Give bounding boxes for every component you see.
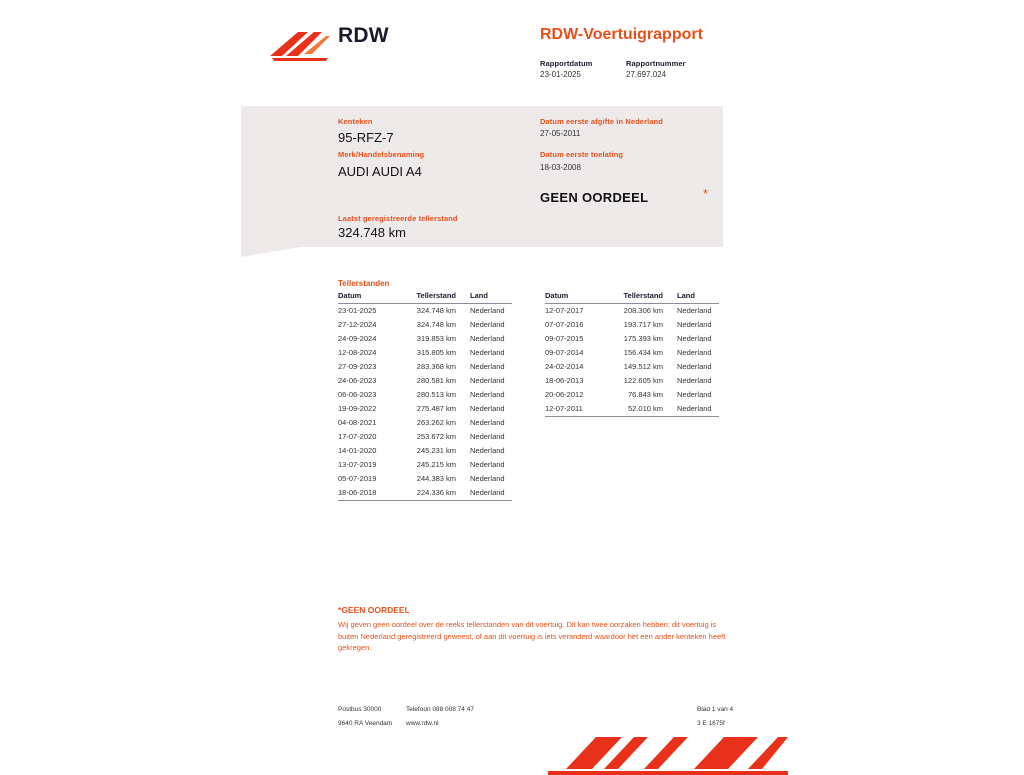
table-row	[545, 402, 719, 417]
cell-datum: 14-01-2020	[338, 446, 377, 455]
cell-land: Nederland	[470, 376, 505, 385]
eerste-afgifte-label: Datum eerste afgifte in Nederland	[540, 117, 663, 126]
cell-datum: 27-12-2024	[338, 320, 377, 329]
cell-land: Nederland	[470, 334, 505, 343]
footnote-body: Wij geven geen oordeel over de reeks tellerstanden van dit voertuig. Dit kan twee oorzaken hebben: dit voertuig is buiten Nederland geregistreerd geweest, of aan dit voertuig is iets veranderd waardoor het een ander kenteken heeft gekregen.	[338, 620, 726, 652]
tellerstand-label: Laatst geregistreerde tellerstand	[338, 214, 458, 223]
cell-tellerstand: 275.487 km	[416, 404, 456, 413]
rdw-logo-icon	[268, 28, 332, 62]
cell-land: Nederland	[677, 306, 712, 315]
report-meta	[540, 58, 688, 81]
cell-land: Nederland	[677, 320, 712, 329]
cell-land: Nederland	[470, 306, 505, 315]
cell-datum: 13-07-2019	[338, 460, 377, 469]
table-row	[545, 304, 719, 319]
table-row	[338, 346, 512, 360]
verdict-star-marker: *	[703, 186, 709, 201]
cell-tellerstand: 175.393 km	[623, 334, 663, 343]
cell-datum: 12-07-2017	[545, 306, 584, 315]
cell-datum: 27-09-2023	[338, 362, 377, 371]
cell-datum: 18-06-2013	[545, 376, 584, 385]
cell-datum: 23-01-2025	[338, 306, 377, 315]
footer-address-line2: 9640 RA Veendam	[338, 720, 393, 727]
meta-report-date-label: Rapportdatum	[540, 59, 593, 68]
cell-datum: 17-07-2020	[338, 432, 377, 441]
verdict-text: GEEN OORDEEL	[540, 190, 649, 205]
column-header-tellerstand: Tellerstand	[396, 291, 458, 304]
cell-land: Nederland	[677, 390, 712, 399]
cell-datum: 18-06-2018	[338, 486, 396, 501]
cell-datum: 05-07-2019	[338, 474, 377, 483]
merk-value: AUDI AUDI A4	[338, 164, 422, 179]
meta-report-date-value: 23-01-2025	[540, 70, 581, 79]
cell-datum: 04-08-2021	[338, 418, 377, 427]
footer-phone: Telefoon 088 008 74 47	[406, 706, 474, 713]
footnote-star-marker: *	[338, 605, 342, 615]
column-header-datum: Datum	[545, 291, 603, 304]
table-row	[338, 332, 512, 346]
meta-report-number-label: Rapportnummer	[626, 59, 686, 68]
kenteken-value: 95-RFZ-7	[338, 130, 394, 145]
cell-tellerstand: 245.215 km	[416, 460, 456, 469]
footer-decorative-graphic	[548, 735, 788, 775]
cell-tellerstand: 149.512 km	[623, 362, 663, 371]
cell-tellerstand: 324.748 km	[416, 306, 456, 315]
table-row	[338, 458, 512, 472]
cell-datum: 20-06-2012	[545, 390, 584, 399]
cell-land: Nederland	[470, 446, 505, 455]
cell-tellerstand: 283.368 km	[416, 362, 456, 371]
cell-land: Nederland	[470, 474, 505, 483]
cell-datum: 07-07-2016	[545, 320, 584, 329]
footnote-block	[338, 605, 730, 654]
cell-land: Nederland	[665, 402, 719, 417]
cell-land: Nederland	[470, 418, 505, 427]
merk-label: Merk/Handelsbenaming	[338, 150, 425, 159]
table-row	[338, 402, 512, 416]
table-row	[338, 374, 512, 388]
cell-tellerstand: 76.843 km	[627, 390, 663, 399]
cell-tellerstand: 244.383 km	[416, 474, 456, 483]
cell-tellerstand: 324.748 km	[416, 320, 456, 329]
cell-land: Nederland	[470, 362, 505, 371]
table-row	[545, 346, 719, 360]
cell-land: Nederland	[458, 486, 512, 501]
cell-datum: 09-07-2014	[545, 348, 584, 357]
cell-tellerstand: 208.306 km	[623, 306, 663, 315]
brand-name: RDW	[338, 24, 389, 47]
table-row	[545, 374, 719, 388]
mileage-left-body	[338, 304, 512, 501]
cell-datum: 24-06-2023	[338, 376, 377, 385]
table-row	[545, 332, 719, 346]
cell-land: Nederland	[470, 460, 505, 469]
table-row	[338, 444, 512, 458]
cell-tellerstand: 280.581 km	[416, 376, 456, 385]
kenteken-label: Kenteken	[338, 117, 373, 126]
cell-land: Nederland	[677, 362, 712, 371]
table-header-row	[545, 291, 719, 304]
cell-tellerstand: 319.853 km	[416, 334, 456, 343]
table-row	[338, 472, 512, 486]
mileage-table-left	[338, 291, 512, 501]
table-row	[338, 360, 512, 374]
cell-tellerstand: 280.513 km	[416, 390, 456, 399]
cell-datum: 12-07-2011	[545, 402, 603, 417]
cell-tellerstand: 315.805 km	[416, 348, 456, 357]
column-header-land: Land	[458, 291, 512, 304]
cell-datum: 24-09-2024	[338, 334, 377, 343]
cell-datum: 24-02-2014	[545, 362, 584, 371]
cell-land: Nederland	[470, 348, 505, 357]
cell-datum: 09-07-2015	[545, 334, 584, 343]
cell-land: Nederland	[470, 432, 505, 441]
summary-panel-notch	[241, 247, 301, 257]
cell-tellerstand: 193.717 km	[623, 320, 663, 329]
cell-land: Nederland	[470, 320, 505, 329]
cell-land: Nederland	[470, 404, 505, 413]
eerste-toelating-label: Datum eerste toelating	[540, 150, 624, 159]
cell-tellerstand: 224.336 km	[396, 486, 458, 501]
cell-tellerstand: 52.010 km	[603, 402, 665, 417]
column-header-tellerstand: Tellerstand	[603, 291, 665, 304]
table-row	[545, 388, 719, 402]
document-header	[0, 0, 1024, 96]
footer-website[interactable]: www.rdw.nl	[406, 720, 439, 727]
mileage-right-body	[545, 304, 719, 417]
cell-land: Nederland	[677, 334, 712, 343]
cell-datum: 06-06-2023	[338, 390, 377, 399]
table-row	[338, 388, 512, 402]
column-header-land: Land	[665, 291, 719, 304]
footer-address-line1: Postbus 30000	[338, 706, 382, 713]
cell-tellerstand: 253.672 km	[416, 432, 456, 441]
table-row	[338, 304, 512, 319]
cell-land: Nederland	[677, 348, 712, 357]
meta-report-number-value: 27.697.024	[626, 70, 667, 79]
meta-report-number	[626, 58, 688, 81]
eerste-afgifte-value: 27-05-2011	[540, 129, 581, 138]
cell-datum: 19-09-2022	[338, 404, 377, 413]
table-row	[338, 318, 512, 332]
mileage-table-right	[545, 291, 719, 417]
tellerstand-value: 324.748 km	[338, 225, 406, 240]
table-row	[338, 486, 512, 501]
footer-page-number: Blad 1 van 4	[697, 706, 734, 713]
table-row	[545, 318, 719, 332]
cell-land: Nederland	[470, 390, 505, 399]
cell-tellerstand: 122.605 km	[623, 376, 663, 385]
footnote-title-text: GEEN OORDEEL	[341, 605, 410, 615]
footnote-title	[338, 605, 730, 615]
cell-tellerstand: 263.262 km	[416, 418, 456, 427]
cell-tellerstand: 245.231 km	[416, 446, 456, 455]
cell-tellerstand: 156.434 km	[623, 348, 663, 357]
column-header-datum: Datum	[338, 291, 396, 304]
table-row	[545, 360, 719, 374]
cell-datum: 12-08-2024	[338, 348, 377, 357]
table-header-row	[338, 291, 512, 304]
meta-report-date	[540, 58, 602, 81]
report-title: RDW-Voertuigrapport	[540, 26, 703, 43]
vehicle-summary-panel	[241, 106, 723, 247]
cell-land: Nederland	[677, 376, 712, 385]
table-row	[338, 416, 512, 430]
table-row	[338, 430, 512, 444]
footer-form-code: 3 E 1675f	[697, 720, 725, 727]
mileage-section-title: Tellerstanden	[338, 279, 390, 288]
eerste-toelating-value: 18-03-2008	[540, 163, 581, 172]
